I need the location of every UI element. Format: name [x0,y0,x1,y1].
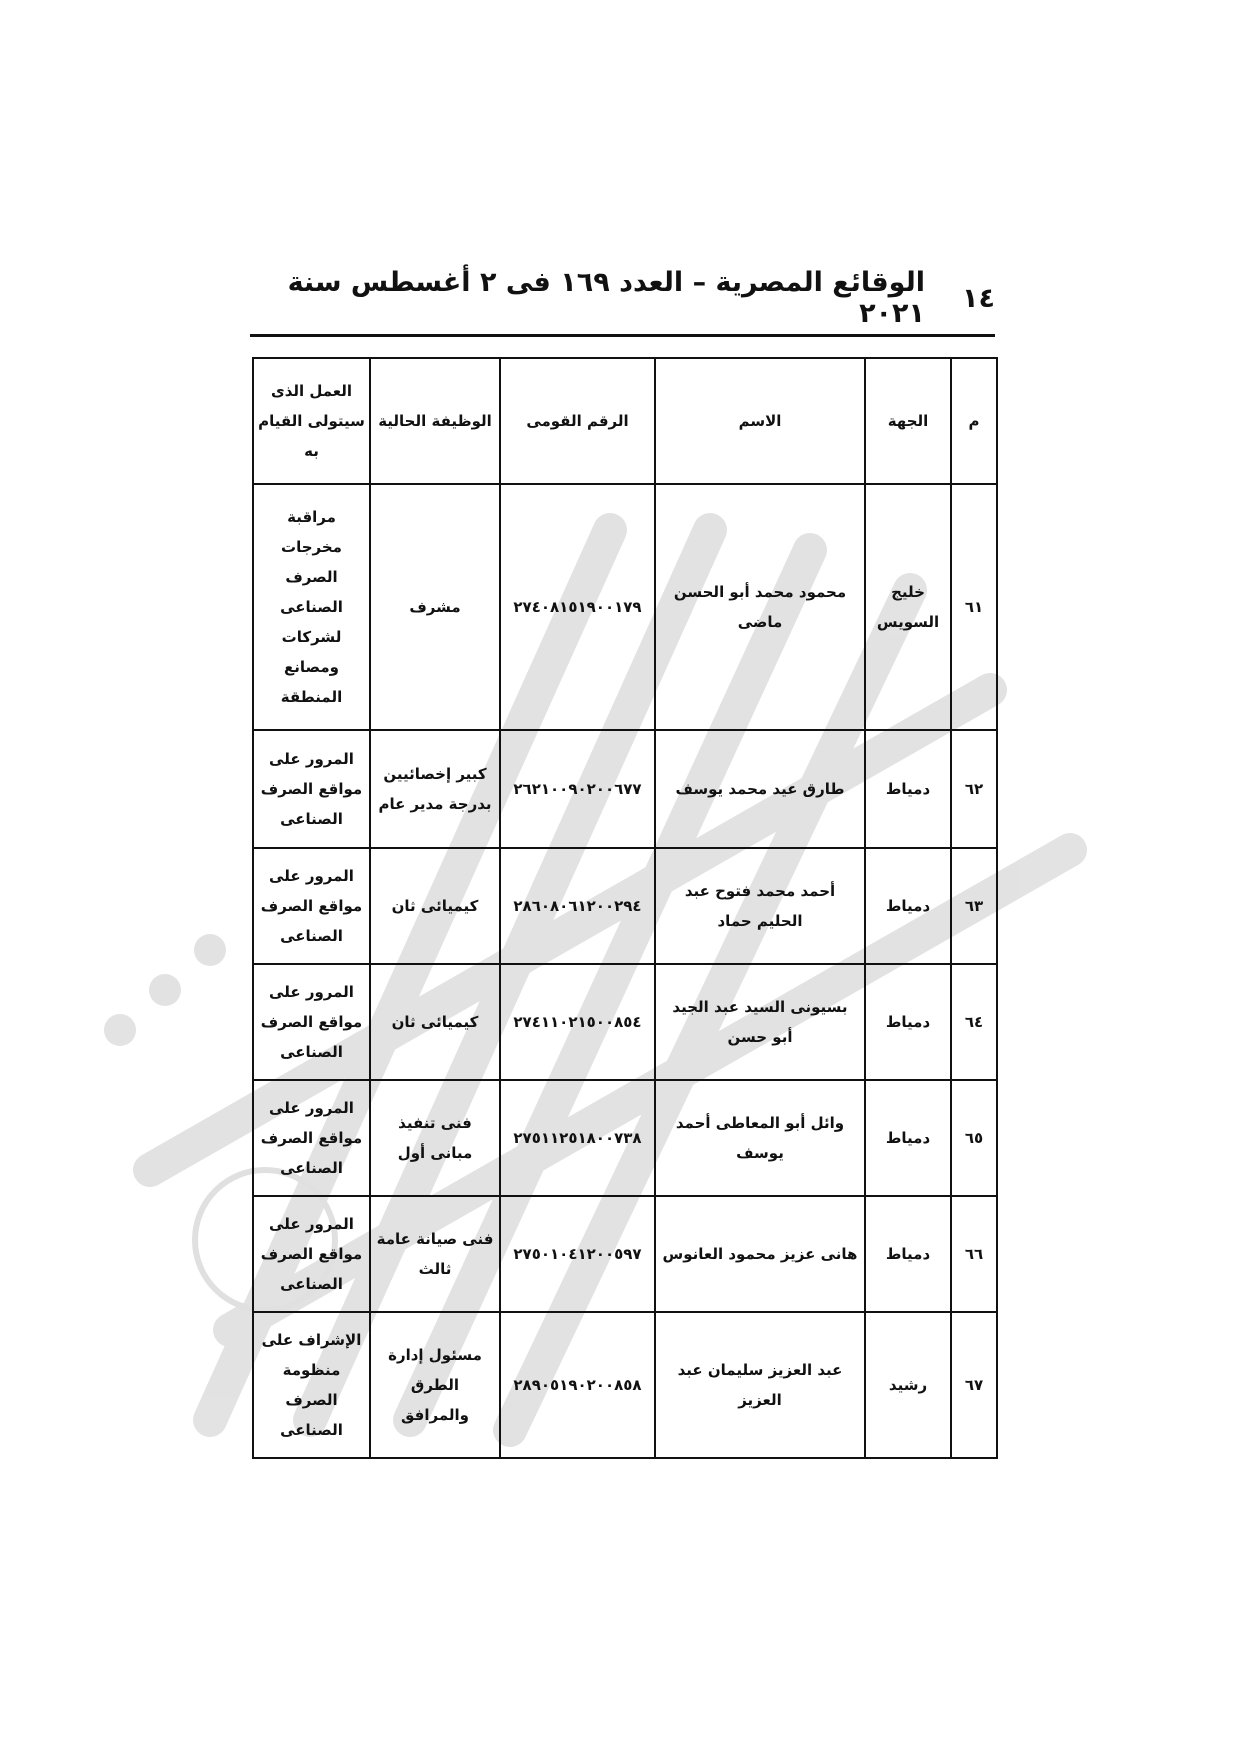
cell-name: بسيونى السيد عبد الجيد أبو حسن [655,964,865,1080]
page-header [250,267,995,329]
cell-entity: دمياط [865,1080,951,1196]
table-row [253,964,997,1080]
cell-national-id: ٢٧٥٠١٠٤١٢٠٠٥٩٧ [500,1196,655,1312]
column-header-national-id: الرقم القومى [500,358,655,484]
table-row [253,1312,997,1458]
cell-number: ٦٦ [951,1196,997,1312]
cell-national-id: ٢٨٦٠٨٠٦١٢٠٠٢٩٤ [500,848,655,964]
table-row [253,484,997,730]
cell-current-job: مسئول إدارة الطرق والمرافق [370,1312,500,1458]
cell-current-job: كيميائى ثان [370,964,500,1080]
cell-current-job: مشرف [370,484,500,730]
column-header-current-job: الوظيفة الحالية [370,358,500,484]
cell-name: أحمد محمد فتوح عبد الحليم حماد [655,848,865,964]
cell-entity: رشيد [865,1312,951,1458]
cell-number: ٦٢ [951,730,997,848]
cell-assigned-task: الإشراف على منظومة الصرف الصناعى [253,1312,370,1458]
cell-assigned-task: المرور على مواقع الصرف الصناعى [253,848,370,964]
cell-number: ٦٣ [951,848,997,964]
cell-entity: دمياط [865,964,951,1080]
table-row [253,1080,997,1196]
cell-national-id: ٢٨٩٠٥١٩٠٢٠٠٨٥٨ [500,1312,655,1458]
cell-assigned-task: المرور على مواقع الصرف الصناعى [253,964,370,1080]
appointments-table [252,357,998,1459]
cell-name: طارق عيد محمد يوسف [655,730,865,848]
cell-current-job: كيميائى ثان [370,848,500,964]
header-rule [250,334,995,337]
cell-number: ٦٥ [951,1080,997,1196]
cell-national-id: ٢٦٢١٠٠٩٠٢٠٠٦٧٧ [500,730,655,848]
cell-entity: دمياط [865,848,951,964]
cell-entity: دمياط [865,1196,951,1312]
cell-current-job: فنى صيانة عامة ثالث [370,1196,500,1312]
table-row [253,848,997,964]
running-title: الوقائع المصرية – العدد ١٦٩ فى ٢ أغسطس سنة ٢٠٢١ [287,267,925,329]
table-header-row [253,358,997,484]
cell-number: ٦١ [951,484,997,730]
cell-assigned-task: المرور على مواقع الصرف الصناعى [253,730,370,848]
table-row [253,730,997,848]
column-header-assigned-task: العمل الذى سيتولى القيام به [253,358,370,484]
cell-name: عبد العزيز سليمان عبد العزيز [655,1312,865,1458]
cell-national-id: ٢٧٤٠٨١٥١٩٠٠١٧٩ [500,484,655,730]
cell-assigned-task: المرور على مواقع الصرف الصناعى [253,1080,370,1196]
cell-name: هانى عزيز محمود العانوس [655,1196,865,1312]
page-number: ١٤ [962,282,995,314]
cell-name: وائل أبو المعاطى أحمد يوسف [655,1080,865,1196]
cell-national-id: ٢٧٤١١٠٢١٥٠٠٨٥٤ [500,964,655,1080]
cell-national-id: ٢٧٥١١٢٥١٨٠٠٧٣٨ [500,1080,655,1196]
cell-entity: دمياط [865,730,951,848]
cell-entity: خليج السويس [865,484,951,730]
cell-current-job: كبير إخصائيين بدرجة مدير عام [370,730,500,848]
cell-number: ٦٤ [951,964,997,1080]
column-header-number: م [951,358,997,484]
table-row [253,1196,997,1312]
cell-name: محمود محمد أبو الحسن ماضى [655,484,865,730]
cell-number: ٦٧ [951,1312,997,1458]
cell-current-job: فنى تنفيذ مبانى أول [370,1080,500,1196]
cell-assigned-task: المرور على مواقع الصرف الصناعى [253,1196,370,1312]
cell-assigned-task: مراقبة مخرجات الصرف الصناعى لشركات ومصانع المنطقة [253,484,370,730]
column-header-name: الاسم [655,358,865,484]
column-header-entity: الجهة [865,358,951,484]
